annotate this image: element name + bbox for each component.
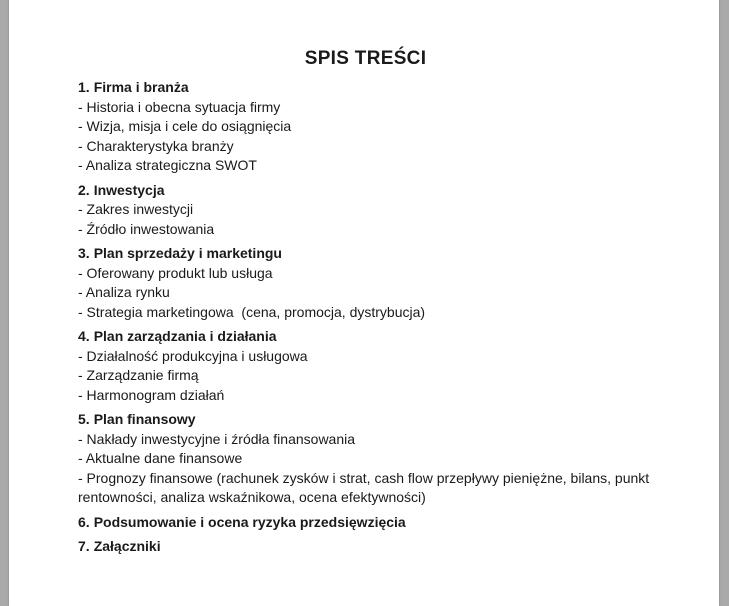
toc-section-7: [78, 537, 678, 557]
toc-section-1: [78, 78, 678, 176]
section-heading: [78, 181, 678, 201]
document-page: [9, 0, 719, 606]
list-item: - Charakterystyka branży: [78, 137, 234, 154]
section-heading: [78, 78, 678, 98]
section-title: Firma i branża: [93, 79, 189, 95]
section-number: 2.: [78, 181, 90, 198]
list-item: - Zarządzanie firmą: [78, 367, 199, 383]
toc-section-4: [78, 327, 678, 405]
section-heading: [78, 513, 678, 533]
section-heading: [78, 327, 678, 347]
list-item: - Nakłady inwestycyjne i źródła finansowania: [78, 430, 356, 447]
list-item: - Źródło inwestowania: [78, 220, 215, 237]
section-heading: [78, 410, 678, 430]
list-item: - Wizja, misja i cele do osiągnięcia: [78, 118, 292, 134]
section-title: Załączniki: [93, 538, 161, 554]
section-title: Plan finansowy: [93, 411, 196, 427]
section-number: 1.: [78, 79, 90, 95]
section-title: Plan sprzedaży i marketingu: [93, 245, 282, 261]
document-title: SPIS TREŚCI: [304, 48, 427, 69]
list-item: - Oferowany produkt lub usługa: [78, 264, 273, 281]
list-item: - Zakres inwestycji: [78, 201, 194, 217]
section-number: 3.: [78, 245, 90, 261]
list-item: - Harmonogram działań: [78, 386, 225, 403]
section-number: 6.: [78, 513, 90, 530]
list-item: - Analiza rynku: [78, 284, 170, 300]
section-number: 5.: [78, 411, 90, 427]
section-heading: [78, 244, 678, 264]
list-item: - Działalność produkcyjna i usługowa: [78, 347, 308, 364]
table-of-contents: [78, 48, 678, 562]
section-title: Plan zarządzania i działania: [93, 328, 277, 344]
list-item: - Prognozy finansowe (rachunek zysków i strat, cash flow przepływy pieniężne, bilans, punkt rentowności, analiza wskaźnikowa, ocena efektywności): [78, 469, 654, 505]
list-item: - Analiza strategiczna SWOT: [78, 157, 257, 173]
toc-section-6: [78, 513, 678, 533]
list-item: - Strategia marketingowa (cena, promocja, dystrybucja): [78, 303, 426, 320]
section-heading: [78, 537, 678, 557]
list-item: - Aktualne dane finansowe: [78, 450, 243, 466]
section-number: 4.: [78, 328, 90, 344]
section-title: Inwestycja: [93, 181, 165, 198]
toc-section-2: [78, 181, 678, 240]
list-item: - Historia i obecna sytuacja firmy: [78, 98, 281, 115]
section-title: Podsumowanie i ocena ryzyka przedsięwzięcia: [93, 513, 406, 530]
toc-section-5: [78, 410, 678, 508]
toc-section-3: [78, 244, 678, 322]
section-number: 7.: [78, 538, 90, 554]
